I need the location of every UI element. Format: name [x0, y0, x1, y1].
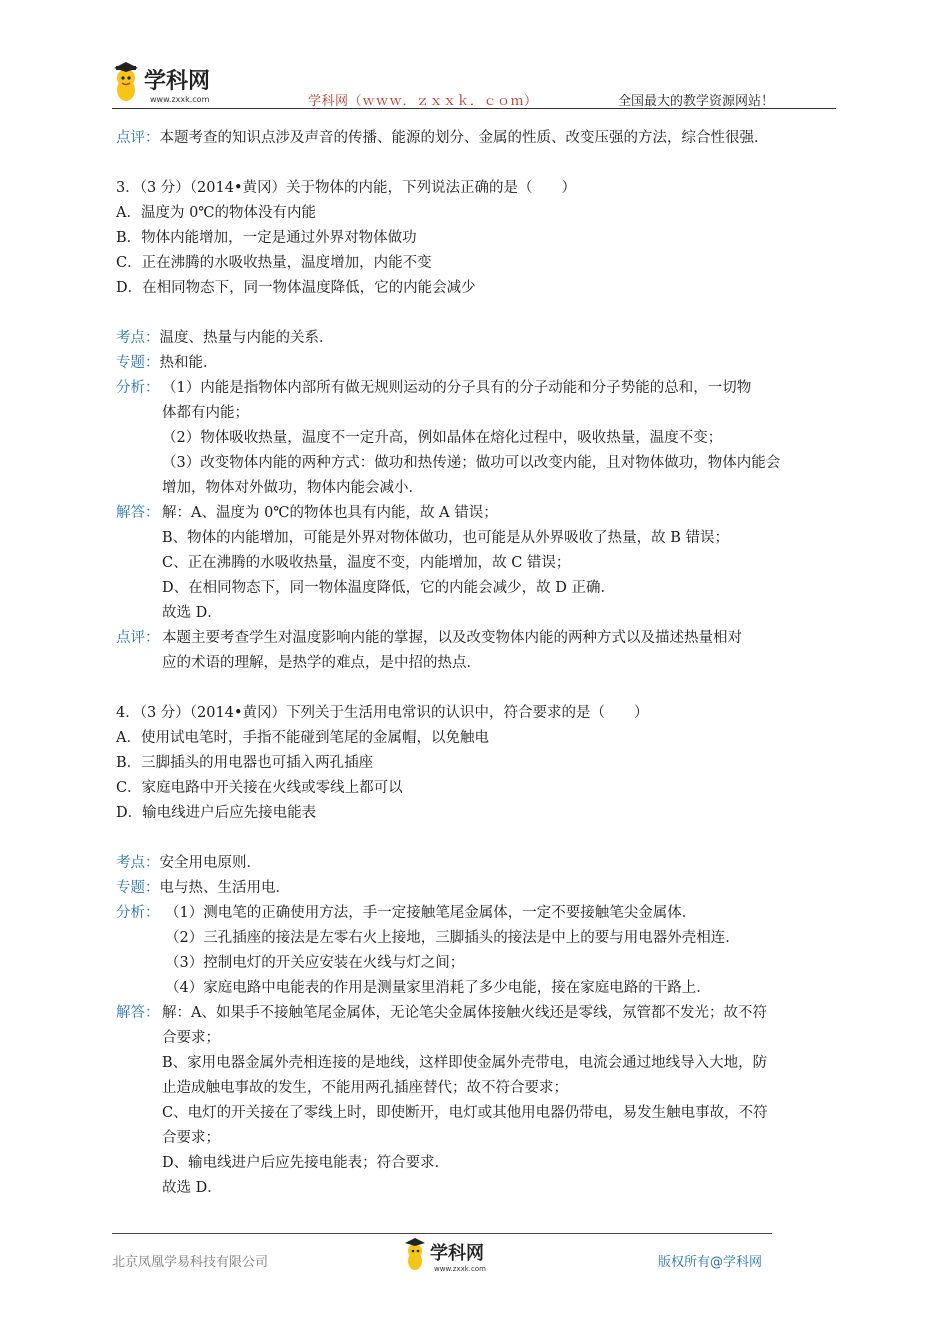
q3-jieda-line-2: B、物体的内能增加，可能是外界对物体做功，也可能是从外界吸收了热量，故 B 错误； — [162, 530, 730, 546]
header-divider — [112, 108, 836, 109]
q3-fenxi-line-1: （1）内能是指物体内部所有做无规则运动的分子具有的分子动能和分子势能的总和，一切物 — [162, 380, 752, 396]
footer-logo-url: www.zxxk.com — [434, 1265, 486, 1273]
q3-fenxi-line-3: （2）物体吸收热量，温度不一定升高，例如晶体在熔化过程中，吸收热量，温度不变； — [162, 430, 723, 446]
q4-option-a: A．使用试电笔时，手指不能碰到笔尾的金属帽，以免触电 — [116, 730, 489, 746]
q4-option-b: B．三脚插头的用电器也可插入两孔插座 — [116, 755, 374, 771]
footer-company: 北京凤凰学易科技有限公司 — [112, 1255, 269, 1270]
zxxk-logo — [112, 60, 224, 106]
q3-jieda-label: 解答： — [116, 505, 160, 521]
q3-zhuanti-text: 热和能． — [159, 355, 218, 371]
q4-jieda-line-7: D、输电线进户后应先接电能表；符合要求． — [162, 1155, 450, 1171]
footer-logo-text: 学科网 — [430, 1243, 484, 1264]
q4-fenxi-line-2: （2）三孔插座的接法是左零右火上接地，三脚插头的接法是中上的要与用电器外壳相连． — [165, 930, 740, 946]
q3-fenxi-line-2: 体都有内能； — [162, 405, 249, 421]
q3-fenxi-line-4: （3）改变物体内能的两种方式：做功和热传递；做功可以改变内能，且对物体做功，物体内能会 — [162, 455, 781, 471]
mascot-icon — [114, 62, 138, 101]
footer-divider — [112, 1233, 772, 1234]
q4-stem: 4．（3 分）（2014•黄冈）下列关于生活用电常识的认识中，符合要求的是（ ） — [116, 705, 649, 721]
q4-option-c: C．家庭电路中开关接在火线或零线上都可以 — [116, 780, 403, 796]
q3-dianping-line-2: 应的术语的理解，是热学的难点，是中招的热点． — [162, 655, 481, 671]
q4-zhuanti-label: 专题： — [116, 880, 160, 896]
footer-copyright[interactable]: 版权所有@学科网 — [658, 1255, 763, 1270]
q3-fenxi-label: 分析： — [116, 380, 160, 396]
q3-option-d: D．在相同物态下，同一物体温度降低，它的内能会减少 — [116, 280, 476, 296]
q4-jieda-line-3: B、家用电器金属外壳相连接的是地线，这样即使金属外壳带电，电流会通过地线导入大地，防 — [162, 1055, 768, 1071]
header-slogan: 全国最大的教学资源网站！ — [618, 94, 775, 109]
q4-jieda-line-4: 止造成触电事故的发生，不能用两孔插座替代；故不符合要求； — [162, 1080, 568, 1096]
q4-fenxi-line-1: （1）测电笔的正确使用方法，手一定接触笔尾金属体，一定不要接触笔尖金属体． — [165, 905, 697, 921]
footer-mascot-icon — [405, 1238, 425, 1270]
q3-option-a: A．温度为 0℃的物体没有内能 — [116, 205, 317, 221]
q4-jieda-line-6: 合要求； — [162, 1130, 220, 1146]
q4-fenxi-label: 分析： — [116, 905, 160, 921]
q4-jieda-line-5: C、电灯的开关接在了零线上时，即使断开，电灯或其他用电器仍带电，易发生触电事故，不符 — [162, 1105, 768, 1121]
q3-jieda-line-1: 解：A、温度为 0℃的物体也具有内能，故 A 错误； — [162, 505, 498, 521]
q3-kaodian — [116, 328, 334, 348]
prev-comment — [116, 128, 769, 148]
q3-jieda-line-5: 故选 D． — [162, 605, 222, 621]
q4-zhuanti-text: 电与热、生活用电． — [159, 880, 290, 896]
q3-option-b: B．物体内能增加，一定是通过外界对物体做功 — [116, 230, 417, 246]
q4-zhuanti — [116, 878, 290, 898]
q3-jieda-line-4: D、在相同物态下，同一物体温度降低，它的内能会减少，故 D 正确． — [162, 580, 615, 596]
q4-jieda-line-2: 合要求； — [162, 1030, 220, 1046]
q3-fenxi-line-5: 增加，物体对外做功，物体内能会减小． — [162, 480, 423, 496]
q4-jieda-line-8: 故选 D． — [162, 1180, 222, 1196]
q4-kaodian-label: 考点： — [116, 855, 160, 871]
q4-fenxi-line-3: （3）控制电灯的开关应安装在火线与灯之间； — [165, 955, 465, 971]
q4-fenxi-line-4: （4）家庭电路中电能表的作用是测量家里消耗了多少电能，接在家庭电路的干路上． — [165, 980, 711, 996]
logo-url: www.zxxk.com — [150, 95, 210, 104]
q3-dianping-line-1: 本题主要考查学生对温度影响内能的掌握，以及改变物体内能的两种方式以及描述热量相对 — [162, 630, 742, 646]
q3-jieda-line-3: C、正在沸腾的水吸收热量，温度不变，内能增加，故 C 错误； — [162, 555, 571, 571]
q3-option-c: C．正在沸腾的水吸收热量，温度增加，内能不变 — [116, 255, 432, 271]
q4-jieda-line-1: 解：A、如果手不接触笔尾金属体，无论笔尖金属体接触火线还是零线，氖管都不发光；故不符 — [162, 1005, 767, 1021]
prev-comment-label: 点评： — [116, 130, 160, 146]
q3-stem: 3．（3 分）（2014•黄冈）关于物体的内能，下列说法正确的是（ ） — [116, 180, 577, 196]
q3-kaodian-text: 温度、热量与内能的关系． — [159, 330, 334, 346]
footer-zxxk-logo — [404, 1236, 498, 1274]
q4-kaodian — [116, 853, 261, 873]
header-site-link[interactable]: 学科网（ｗｗｗ．ｚｘｘｋ．ｃｏｍ） — [308, 94, 538, 109]
q4-jieda-label: 解答： — [116, 1005, 160, 1021]
q3-zhuanti-label: 专题： — [116, 355, 160, 371]
q4-kaodian-text: 安全用电原则． — [159, 855, 261, 871]
q3-kaodian-label: 考点： — [116, 330, 160, 346]
q3-zhuanti — [116, 353, 218, 373]
logo-text: 学科网 — [144, 69, 211, 94]
prev-comment-text: 本题考查的知识点涉及声音的传播、能源的划分、金属的性质、改变压强的方法，综合性很强． — [159, 130, 769, 146]
q3-dianping-label: 点评： — [116, 630, 160, 646]
q4-option-d: D．输电线进户后应先接电能表 — [116, 805, 317, 821]
